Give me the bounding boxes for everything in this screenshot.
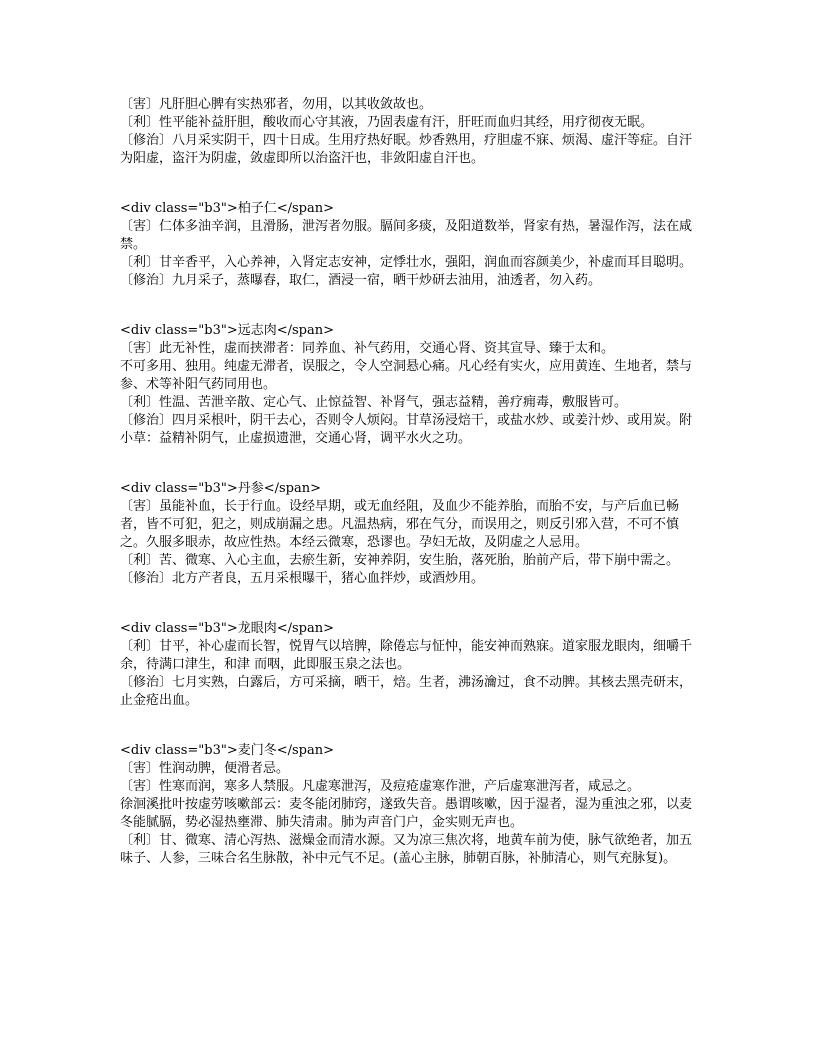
paragraph: 徐洄溪批叶按虚劳咳嗽部云：麦冬能闭肺窍，遂致失音。愚谓咳嗽，因于湿者，湿为重浊之邪，以麦冬能腻膈，势必湿热壅滞、肺失清肃。肺为声音门户，金实则无声也。 [120, 797, 693, 830]
document-page [120, 96, 700, 868]
paragraph: 〔害〕性润动脾，便滑者忌。 [120, 761, 290, 776]
paragraph: 〔害〕仁体多油辛润，且滑肠，泄泻者勿服。膈间多痰，及阳道数举，肾家有热，暑湿作泻，法在咸禁。 [120, 219, 693, 252]
paragraph: 〔害〕凡肝胆心脾有实热邪者，勿用，以其收敛故也。 [120, 97, 433, 112]
paragraph: 〔利〕甘、微寒、清心泻热、滋燥金而清水源。又为凉三焦次将，地黄车前为使，脉气欲绝者，加五味子、人参，三味合名生脉散，补中元气不足。(盖心主脉，肺朝百脉，补肺清心，则气充脉复)。 [120, 833, 693, 866]
section-heading: <div class="b3">龙眼肉</span> [120, 621, 334, 636]
section-suanzaoren [120, 96, 700, 168]
paragraph: 〔利〕性平能补益肝胆，酸收而心守其液，乃固表虚有汗，肝旺而血归其经，用疗彻夜无眠。 [120, 115, 654, 130]
paragraph: 〔利〕苦、微寒、入心主血，去瘀生新，安神养阴，安生胎，落死胎，胎前产后，带下崩中需之。 [120, 553, 680, 568]
section-heading: <div class="b3">远志肉</span> [120, 323, 334, 338]
section-heading: <div class="b3">丹参</span> [120, 481, 321, 496]
section-danshen [120, 480, 700, 588]
paragraph: 〔害〕虽能补血，长于行血。设经早期，或无血经阻，及血少不能养胎，而胎不安，与产后血已畅者，皆不可犯，犯之，则成崩漏之患。凡温热病，邪在气分，而误用之，则反引邪入营，不可不慎之。久服多眼赤，故应性热。本经云微寒，恐谬也。孕妇无故，及阴虚之人忌用。 [120, 499, 680, 550]
paragraph: 〔修治〕七月实熟，白露后，方可采摘，晒干，焙。生者，沸汤瀹过，食不动脾。其核去黑壳研末，止金疮出血。 [120, 675, 693, 708]
paragraph: 〔修治〕四月采根叶，阴干去心，否则令人烦闷。甘草汤浸焙干，或盐水炒、或姜汁炒、或用炭。附小草：益精补阴气，止虚损遗泄，交通心肾，调平水火之功。 [120, 413, 693, 446]
paragraph: 〔害〕此无补性，虚而挟滞者：同养血、补气药用，交通心肾、资其宣导、臻于太和。 [120, 341, 615, 356]
section-heading: <div class="b3">柏子仁</span> [120, 201, 334, 216]
paragraph: 〔利〕甘平，补心虚而长智，悦胃气以培脾，除倦忘与怔忡，能安神而熟寐。道家服龙眼肉，细嚼千余，待满口津生，和津 而咽，此即服玉泉之法也。 [120, 639, 693, 672]
paragraph: 〔修治〕九月采子，蒸曝舂，取仁，酒浸一宿，晒干炒研去油用，油透者，勿入药。 [120, 273, 602, 288]
section-longyanrou [120, 620, 700, 710]
paragraph: 〔修治〕八月采实阴干，四十日成。生用疗热好眠。炒香熟用，疗胆虚不寐、烦渴、虚汗等症。自汗为阳虚，盗汗为阴虚，敛虚即所以治盗汗也，非敛阳虚自汗也。 [120, 133, 693, 166]
section-yuanzhirou [120, 322, 700, 448]
paragraph: 不可多用、独用。纯虚无滞者，误服之，令人空洞悬心痛。凡心经有实火，应用黄连、生地者，禁与参、术等补阳气药同用也。 [120, 359, 693, 392]
section-heading: <div class="b3">麦门冬</span> [120, 743, 334, 758]
section-maimendong [120, 742, 700, 868]
paragraph: 〔害〕性寒而润，寒多人禁服。凡虚寒泄泻，及痘疮虚寒作泄，产后虚寒泄泻者，咸忌之。 [120, 779, 641, 794]
section-baiziren [120, 200, 700, 290]
paragraph: 〔利〕性温、苦泄辛散、定心气、止惊益智、补肾气，强志益精，善疗痈毒，敷服皆可。 [120, 395, 628, 410]
paragraph: 〔修治〕北方产者良，五月采根曝干，猪心血拌炒，或酒炒用。 [120, 571, 485, 586]
paragraph: 〔利〕甘辛香平，入心养神，入肾定志安神，定悸壮水，强阳，润血而容颜美少，补虚而耳目聪明。 [120, 255, 693, 270]
